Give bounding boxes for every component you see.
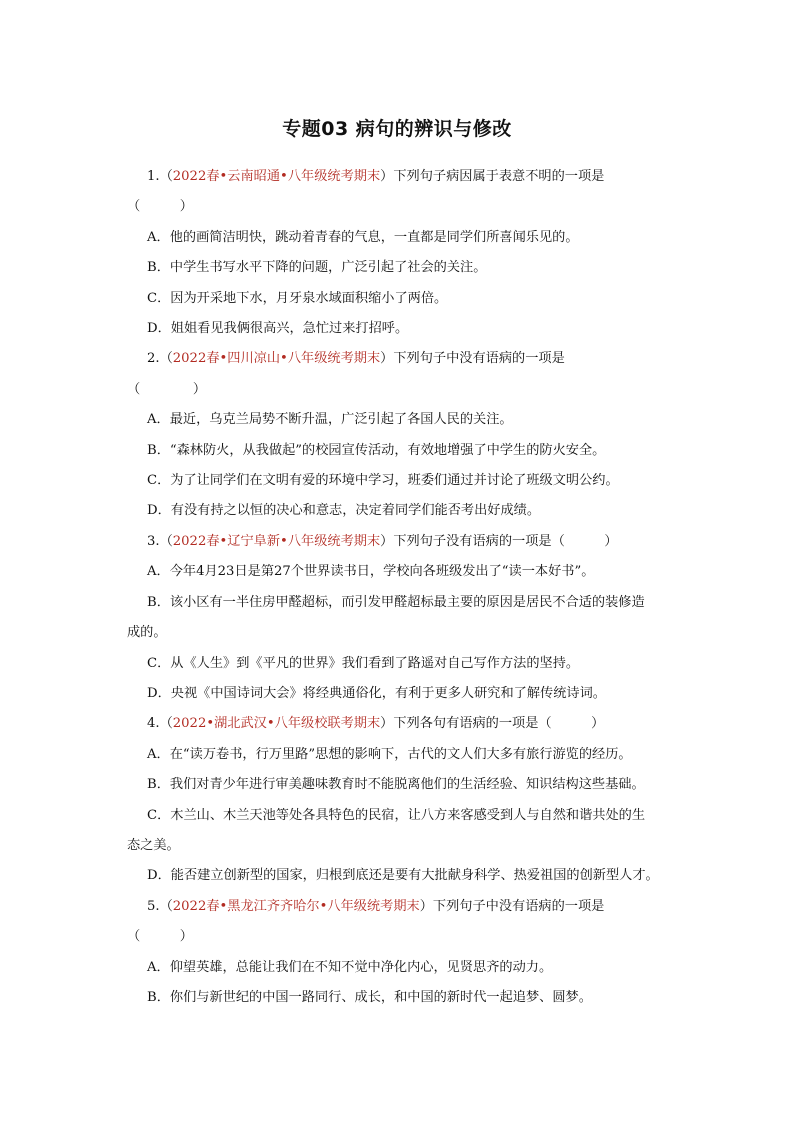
question-5-option-b: B．你们与新世纪的中国一路同行、成长，和中国的新时代一起追梦、圆梦。: [147, 989, 592, 1005]
question-4-option-b: B．我们对青少年进行审美趣味教育时不能脱离他们的生活经验、知识结构这些基础。: [147, 777, 645, 793]
question-1-stem: 1.（2022春•云南昭通•八年级统考期末）下列句子病因属于表意不明的一项是: [147, 169, 605, 184]
page-title: 专题03 病句的辨识与修改: [282, 118, 512, 140]
question-1-option-b: B．中学生书写水平下降的问题，广泛引起了社会的关注。: [147, 260, 487, 276]
question-2-option-c: C．为了让同学们在文明有爱的环境中学习，班委们通过并讨论了班级文明公约。: [147, 473, 619, 489]
question-3-option-c: C．从《人生》到《平凡的世界》我们看到了路遥对自己写作方法的坚持。: [147, 655, 580, 671]
question-source: 2022春•辽宁阜新•八年级统考期末: [172, 533, 381, 549]
question-2-option-b: B．“森林防火，从我做起”的校园宣传活动，有效地增强了中学生的防火安全。: [147, 442, 606, 458]
question-source: 2022•湖北武汉•八年级校联考期末: [172, 716, 381, 732]
question-4-option-c: C．木兰山、木兰天池等处各具特色的民宿，让八方来客感受到人与自然和谐共处的生: [147, 807, 646, 823]
question-1-option-c: C．因为开采地下水，月牙泉水域面积缩小了两倍。: [147, 290, 448, 306]
question-5-stem: 5.（2022春•黑龙江齐齐哈尔•八年级统考期末）下列句子中没有语病的一项是: [147, 898, 605, 914]
question-4-option-a: A．在“读万卷书，行万里路”思想的影响下，古代的文人们大多有旅行游览的经历。: [147, 746, 632, 762]
question-1-option-d: D．姐姐看见我俩很高兴，急忙过来打招呼。: [147, 321, 409, 337]
question-3-option-a: A．今年4月23日是第27个世界读书日，学校向各班级发出了“读一本好书”。: [147, 564, 595, 580]
question-3-option-b-cont: 成的。: [127, 625, 167, 641]
question-3-option-b: B．该小区有一半住房甲醛超标，而引发甲醛超标最主要的原因是居民不合适的装修造: [147, 594, 645, 610]
question-2-option-a: A．最近，乌克兰局势不断升温，广泛引起了各国人民的关注。: [147, 412, 513, 428]
question-2-option-d: D．有没有持之以恒的决心和意志，决定着同学们能否考出好成绩。: [147, 503, 541, 519]
question-4-stem: 4.（2022•湖北武汉•八年级校联考期末）下列各句有语病的一项是（ ）: [147, 716, 605, 732]
question-source: 2022春•云南昭通•八年级统考期末: [172, 169, 381, 184]
question-4-option-d: D．能否建立创新型的国家，归根到底还是要有大批献身科学、热爱祖国的创新型人才。: [147, 868, 659, 884]
question-list: [127, 162, 672, 1013]
question-2-stem: 2.（2022春•四川凉山•八年级统考期末）下列句子中没有语病的一项是: [147, 351, 565, 367]
question-source: 2022春•四川凉山•八年级统考期末: [172, 351, 381, 367]
question-1-option-a: A．他的画简洁明快，跳动着青春的气息，一直都是同学们所喜闻乐见的。: [147, 229, 579, 245]
question-3-option-d: D．央视《中国诗词大会》将经典通俗化，有利于更多人研究和了解传统诗词。: [147, 685, 606, 701]
question-4-option-c-cont: 态之美。: [127, 837, 180, 853]
question-5-option-a: A．仰望英雄，总能让我们在不知不觉中净化内心，见贤思齐的动力。: [147, 959, 553, 975]
question-5-blank: （ ）: [127, 929, 193, 945]
question-3-stem: 3.（2022春•辽宁阜新•八年级统考期末）下列句子没有语病的一项是（ ）: [147, 533, 618, 549]
question-1-blank: （ ）: [127, 199, 193, 215]
question-source: 2022春•黑龙江齐齐哈尔•八年级统考期末: [172, 898, 420, 914]
question-2-blank: （ ）: [127, 381, 207, 397]
